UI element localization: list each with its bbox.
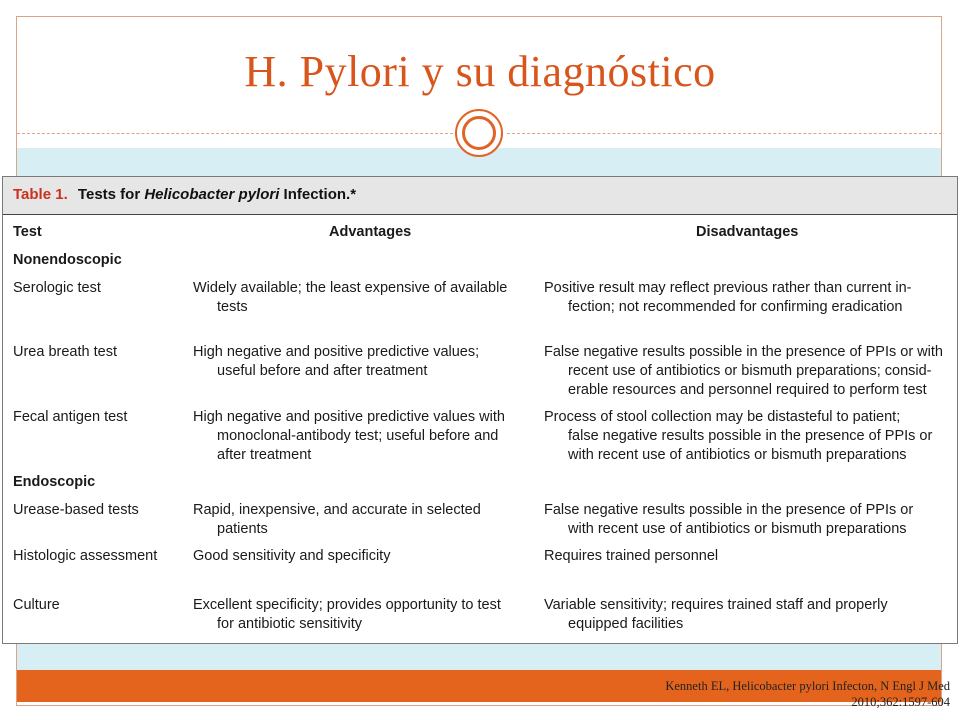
disadvantages-line: Requires trained personnel (544, 548, 719, 564)
row-fecal-antigen-test: Fecal antigen test (13, 409, 128, 425)
row-serologic-disadvantages (544, 279, 911, 317)
advantages-line: High negative and positive predictive values; (193, 344, 480, 360)
advantages-line: for antibiotic sensitivity (217, 616, 363, 632)
row-culture-test: Culture (13, 597, 60, 613)
citation-line-1: Kenneth EL, Helicobacter pylori Infecton, N Engl J Med (665, 679, 950, 693)
disadvantages-line: False negative results possible in the presence of PPIs or (544, 502, 914, 518)
disadvantages-line: Positive result may reflect previous rather than current in- (544, 280, 912, 296)
row-urea-breath-test: Urea breath test (13, 344, 117, 360)
disadvantages-line: recent use of antibiotics or bismuth preparations; consid- (568, 363, 932, 379)
row-serologic-test: Serologic test (13, 280, 101, 296)
table-caption-suffix: Infection.* (283, 186, 357, 203)
table-caption-prefix: Tests for (77, 186, 141, 203)
circle-ornament-icon (455, 109, 503, 157)
header-test: Test (13, 224, 42, 240)
advantages-line: patients (217, 521, 268, 537)
row-histologic-disadvantages (544, 547, 718, 566)
disadvantages-line: False negative results possible in the presence of PPIs or with (544, 344, 943, 360)
row-histologic-test: Histologic assessment (13, 548, 158, 564)
advantages-line: useful before and after treatment (217, 363, 428, 379)
row-urease-advantages (193, 501, 481, 539)
disadvantages-line: fection; not recommended for confirming eradication (568, 299, 903, 315)
table-caption-number: Table 1. (13, 186, 68, 203)
disadvantages-line: Process of stool collection may be distasteful to patient; (544, 409, 901, 425)
advantages-line: Rapid, inexpensive, and accurate in selected (193, 502, 481, 518)
advantages-line: tests (217, 299, 248, 315)
advantages-line: Widely available; the least expensive of available (193, 280, 508, 296)
advantages-line: Good sensitivity and specificity (193, 548, 391, 564)
row-urea-breath-disadvantages (544, 343, 943, 400)
citation (665, 678, 950, 710)
advantages-line: High negative and positive predictive values with (193, 409, 505, 425)
disadvantages-line: false negative results possible in the presence of PPIs or (568, 428, 933, 444)
header-disadvantages: Disadvantages (696, 224, 799, 240)
advantages-line: after treatment (217, 447, 312, 463)
tests-table (2, 176, 958, 644)
row-culture-disadvantages (544, 596, 888, 634)
disadvantages-line: with recent use of antibiotics or bismuth preparations (568, 447, 907, 463)
citation-line-2: 2010;362:1597-604 (851, 695, 950, 709)
advantages-line: Excellent specificity; provides opportunity to test (193, 597, 501, 613)
row-serologic-advantages (193, 279, 507, 317)
row-histologic-advantages (193, 547, 390, 566)
section-nonendoscopic: Nonendoscopic (13, 252, 122, 268)
title-divider-left (17, 133, 453, 134)
table-caption (3, 177, 957, 215)
row-urea-breath-advantages (193, 343, 479, 381)
row-fecal-antigen-advantages (193, 408, 505, 465)
advantages-line: monoclonal-antibody test; useful before and (217, 428, 499, 444)
header-advantages: Advantages (329, 224, 412, 240)
row-culture-advantages (193, 596, 501, 634)
disadvantages-line: with recent use of antibiotics or bismuth preparations (568, 521, 907, 537)
section-endoscopic: Endoscopic (13, 474, 96, 490)
row-urease-disadvantages (544, 501, 913, 539)
table-caption-organism: Helicobacter pylori (144, 186, 280, 203)
slide-title: H. Pylori y su diagnóstico (244, 47, 716, 96)
title-divider-right (507, 133, 942, 134)
row-fecal-antigen-disadvantages (544, 408, 932, 465)
row-urease-test: Urease-based tests (13, 502, 139, 518)
disadvantages-line: erable resources and personnel required to perform test (568, 382, 927, 398)
disadvantages-line: Variable sensitivity; requires trained staff and properly (544, 597, 888, 613)
disadvantages-line: equipped facilities (568, 616, 684, 632)
